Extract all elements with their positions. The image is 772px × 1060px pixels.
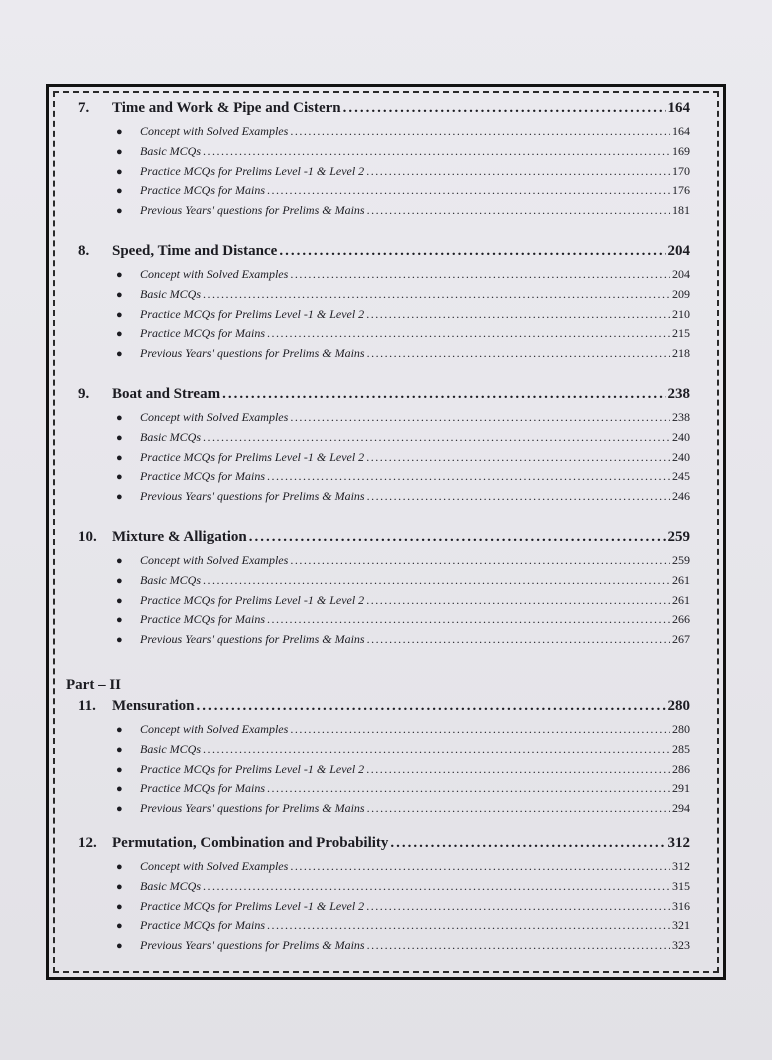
subsection-entry[interactable]: [78, 326, 690, 346]
subsection-entry[interactable]: [78, 593, 690, 613]
subsection-title: Practice MCQs for Mains: [140, 918, 265, 933]
dot-leader: [366, 164, 670, 179]
subsection-page-number: 209: [672, 286, 690, 301]
bullet-icon: ●: [116, 451, 123, 464]
dot-leader: [267, 781, 670, 796]
subsection-title: Previous Years' questions for Prelims & Mains: [140, 801, 365, 816]
subsection-title: Previous Years' questions for Prelims & Mains: [140, 489, 365, 504]
chapter-title: Mensuration: [112, 697, 195, 714]
dot-leader: [367, 632, 670, 647]
subsection-title: Previous Years' questions for Prelims & Mains: [140, 203, 365, 218]
dot-leader: [290, 859, 670, 874]
bullet-icon: ●: [116, 288, 123, 301]
dot-leader: [203, 287, 670, 302]
subsection-page-number: 240: [672, 449, 690, 464]
subsection-title: Practice MCQs for Prelims Level -1 & Level 2: [140, 592, 365, 607]
subsection-entry[interactable]: [78, 287, 690, 307]
bullet-icon: ●: [116, 348, 123, 361]
subsection-entry[interactable]: [78, 203, 690, 223]
dot-leader: [290, 722, 670, 737]
dot-leader: [367, 938, 670, 953]
part-heading: Part – II: [66, 676, 121, 693]
subsection-page-number: 323: [672, 938, 690, 953]
subsection-title: Practice MCQs for Prelims Level -1 & Level 2: [140, 898, 365, 913]
chapter-title: Speed, Time and Distance: [112, 242, 278, 259]
dot-leader: [290, 553, 670, 568]
bullet-icon: ●: [116, 920, 123, 933]
subsection-entry[interactable]: [78, 632, 690, 652]
bullet-icon: ●: [116, 554, 123, 567]
subsection-entry[interactable]: [78, 450, 690, 470]
chapter-entry[interactable]: [78, 243, 690, 267]
subsection-entry[interactable]: [78, 899, 690, 919]
subsection-page-number: 259: [672, 552, 690, 567]
subsection-entry[interactable]: [78, 859, 690, 879]
bullet-icon: ●: [116, 268, 123, 281]
chapter-page-number: 238: [667, 385, 690, 402]
bullet-icon: ●: [116, 328, 123, 341]
chapter-page-number: 164: [667, 100, 690, 116]
subsection-title: Concept with Solved Examples: [140, 858, 289, 873]
chapter-section: [78, 698, 690, 821]
dot-leader: [203, 430, 670, 445]
subsection-title: Concept with Solved Examples: [140, 552, 289, 567]
subsection-entry[interactable]: [78, 183, 690, 203]
chapter-number: 7.: [78, 100, 90, 116]
dot-leader: [366, 593, 670, 608]
subsection-title: Practice MCQs for Mains: [140, 326, 265, 341]
bullet-icon: ●: [116, 574, 123, 587]
bullet-icon: ●: [116, 860, 123, 873]
chapter-entry[interactable]: [78, 835, 690, 859]
chapter-number: 8.: [78, 242, 90, 259]
subsection-page-number: 240: [672, 429, 690, 444]
dot-leader: [367, 489, 670, 504]
chapter-entry[interactable]: [78, 100, 690, 124]
subsection-title: Practice MCQs for Mains: [140, 781, 265, 796]
bullet-icon: ●: [116, 614, 123, 627]
subsection-title: Basic MCQs: [140, 429, 201, 444]
chapter-section: [78, 243, 690, 366]
chapter-section: [78, 386, 690, 509]
subsection-title: Concept with Solved Examples: [140, 409, 289, 424]
subsection-entry[interactable]: [78, 430, 690, 450]
subsection-entry[interactable]: [78, 469, 690, 489]
subsection-page-number: 266: [672, 612, 690, 627]
toc-part-2: [78, 698, 690, 958]
chapter-entry[interactable]: [78, 386, 690, 410]
bullet-icon: ●: [116, 411, 123, 424]
subsection-title: Basic MCQs: [140, 286, 201, 301]
subsection-entry[interactable]: [78, 346, 690, 366]
subsection-title: Previous Years' questions for Prelims & Mains: [140, 346, 365, 361]
chapter-title: Time and Work & Pipe and Cistern: [112, 100, 341, 116]
dot-leader: [290, 124, 670, 139]
subsection-title: Basic MCQs: [140, 572, 201, 587]
bullet-icon: ●: [116, 126, 123, 138]
subsection-page-number: 286: [672, 761, 690, 776]
chapter-title: Mixture & Alligation: [112, 528, 247, 545]
bullet-icon: ●: [116, 940, 123, 953]
subsection-page-number: 321: [672, 918, 690, 933]
subsection-entry[interactable]: [78, 410, 690, 430]
bullet-icon: ●: [116, 594, 123, 607]
subsection-entry[interactable]: [78, 124, 690, 144]
dot-leader: [267, 469, 670, 484]
chapter-number: 11.: [78, 697, 96, 714]
subsection-page-number: 261: [672, 572, 690, 587]
chapter-entry[interactable]: [78, 529, 690, 553]
chapter-section: [78, 529, 690, 652]
dot-leader: [267, 183, 670, 198]
subsection-title: Concept with Solved Examples: [140, 266, 289, 281]
dot-leader: [343, 100, 666, 117]
subsection-title: Basic MCQs: [140, 741, 201, 756]
table-of-contents: [66, 100, 690, 972]
subsection-title: Concept with Solved Examples: [140, 124, 289, 138]
subsection-entry[interactable]: [78, 762, 690, 782]
subsection-page-number: 246: [672, 489, 690, 504]
subsection-page-number: 312: [672, 858, 690, 873]
subsection-entry[interactable]: [78, 573, 690, 593]
subsection-title: Practice MCQs for Mains: [140, 183, 265, 198]
chapter-page-number: 259: [667, 528, 690, 545]
bullet-icon: ●: [116, 185, 123, 198]
subsection-title: Previous Years' questions for Prelims & Mains: [140, 632, 365, 647]
chapter-number: 9.: [78, 385, 90, 402]
subsection-entry[interactable]: [78, 801, 690, 821]
subsection-entry[interactable]: [78, 938, 690, 958]
subsection-page-number: 245: [672, 469, 690, 484]
subsection-entry[interactable]: [78, 742, 690, 762]
subsection-page-number: 291: [672, 781, 690, 796]
chapter-section: [78, 835, 690, 958]
subsection-page-number: 210: [672, 306, 690, 321]
dot-leader: [390, 835, 665, 852]
dot-leader: [367, 346, 670, 361]
subsection-title: Practice MCQs for Mains: [140, 469, 265, 484]
chapter-number: 12.: [78, 834, 97, 851]
chapter-entry[interactable]: [78, 698, 690, 722]
subsection-entry[interactable]: [78, 307, 690, 327]
dot-leader: [367, 203, 670, 218]
bullet-icon: ●: [116, 205, 123, 218]
chapter-page-number: 204: [667, 242, 690, 259]
chapter-page-number: 312: [667, 834, 690, 851]
subsection-page-number: 218: [672, 346, 690, 361]
subsection-title: Basic MCQs: [140, 143, 201, 158]
bullet-icon: ●: [116, 165, 123, 178]
dot-leader: [197, 698, 666, 715]
subsection-page-number: 267: [672, 632, 690, 647]
bullet-icon: ●: [116, 900, 123, 913]
bullet-icon: ●: [116, 431, 123, 444]
subsection-entry[interactable]: [78, 553, 690, 573]
chapter-title: Permutation, Combination and Probability: [112, 834, 389, 851]
subsection-title: Practice MCQs for Prelims Level -1 & Level 2: [140, 163, 365, 178]
subsection-title: Previous Years' questions for Prelims & Mains: [140, 938, 365, 953]
dot-leader: [366, 307, 670, 322]
subsection-entry[interactable]: [78, 489, 690, 509]
dot-leader: [367, 801, 670, 816]
dot-leader: [290, 267, 670, 282]
bullet-icon: ●: [116, 471, 123, 484]
bullet-icon: ●: [116, 145, 123, 158]
dot-leader: [203, 742, 670, 757]
subsection-page-number: 316: [672, 898, 690, 913]
bullet-icon: ●: [116, 880, 123, 893]
subsection-page-number: 238: [672, 409, 690, 424]
subsection-title: Practice MCQs for Prelims Level -1 & Level 2: [140, 449, 365, 464]
subsection-page-number: 181: [672, 203, 690, 218]
subsection-title: Practice MCQs for Prelims Level -1 & Level 2: [140, 306, 365, 321]
dot-leader: [222, 386, 665, 403]
chapter-section: [78, 100, 690, 223]
dot-leader: [203, 144, 670, 159]
bullet-icon: ●: [116, 783, 123, 796]
subsection-page-number: 164: [672, 124, 690, 138]
chapter-page-number: 280: [667, 697, 690, 714]
bullet-icon: ●: [116, 763, 123, 776]
subsection-page-number: 315: [672, 878, 690, 893]
subsection-page-number: 215: [672, 326, 690, 341]
subsection-page-number: 169: [672, 143, 690, 158]
dot-leader: [203, 879, 670, 894]
toc-part-1: [78, 100, 690, 652]
subsection-page-number: 176: [672, 183, 690, 198]
dot-leader: [290, 410, 670, 425]
bullet-icon: ●: [116, 723, 123, 736]
subsection-title: Practice MCQs for Mains: [140, 612, 265, 627]
dot-leader: [279, 243, 665, 260]
bullet-icon: ●: [116, 743, 123, 756]
subsection-entry[interactable]: [78, 918, 690, 938]
dot-leader: [267, 918, 670, 933]
chapter-number: 10.: [78, 528, 97, 545]
bullet-icon: ●: [116, 803, 123, 816]
dot-leader: [366, 899, 670, 914]
subsection-page-number: 294: [672, 801, 690, 816]
bullet-icon: ●: [116, 634, 123, 647]
subsection-title: Basic MCQs: [140, 878, 201, 893]
subsection-title: Concept with Solved Examples: [140, 721, 289, 736]
subsection-entry[interactable]: [78, 267, 690, 287]
subsection-title: Practice MCQs for Prelims Level -1 & Level 2: [140, 761, 365, 776]
subsection-page-number: 170: [672, 163, 690, 178]
dot-leader: [267, 326, 670, 341]
subsection-page-number: 204: [672, 266, 690, 281]
dot-leader: [366, 450, 670, 465]
subsection-entry[interactable]: [78, 164, 690, 184]
subsection-entry[interactable]: [78, 879, 690, 899]
chapter-title: Boat and Stream: [112, 385, 221, 402]
subsection-page-number: 285: [672, 741, 690, 756]
subsection-entry[interactable]: [78, 781, 690, 801]
subsection-page-number: 261: [672, 592, 690, 607]
subsection-page-number: 280: [672, 721, 690, 736]
subsection-entry[interactable]: [78, 722, 690, 742]
bullet-icon: ●: [116, 491, 123, 504]
subsection-entry[interactable]: [78, 144, 690, 164]
dot-leader: [249, 529, 666, 546]
bullet-icon: ●: [116, 308, 123, 321]
dot-leader: [366, 762, 670, 777]
subsection-entry[interactable]: [78, 612, 690, 632]
dot-leader: [267, 612, 670, 627]
dot-leader: [203, 573, 670, 588]
